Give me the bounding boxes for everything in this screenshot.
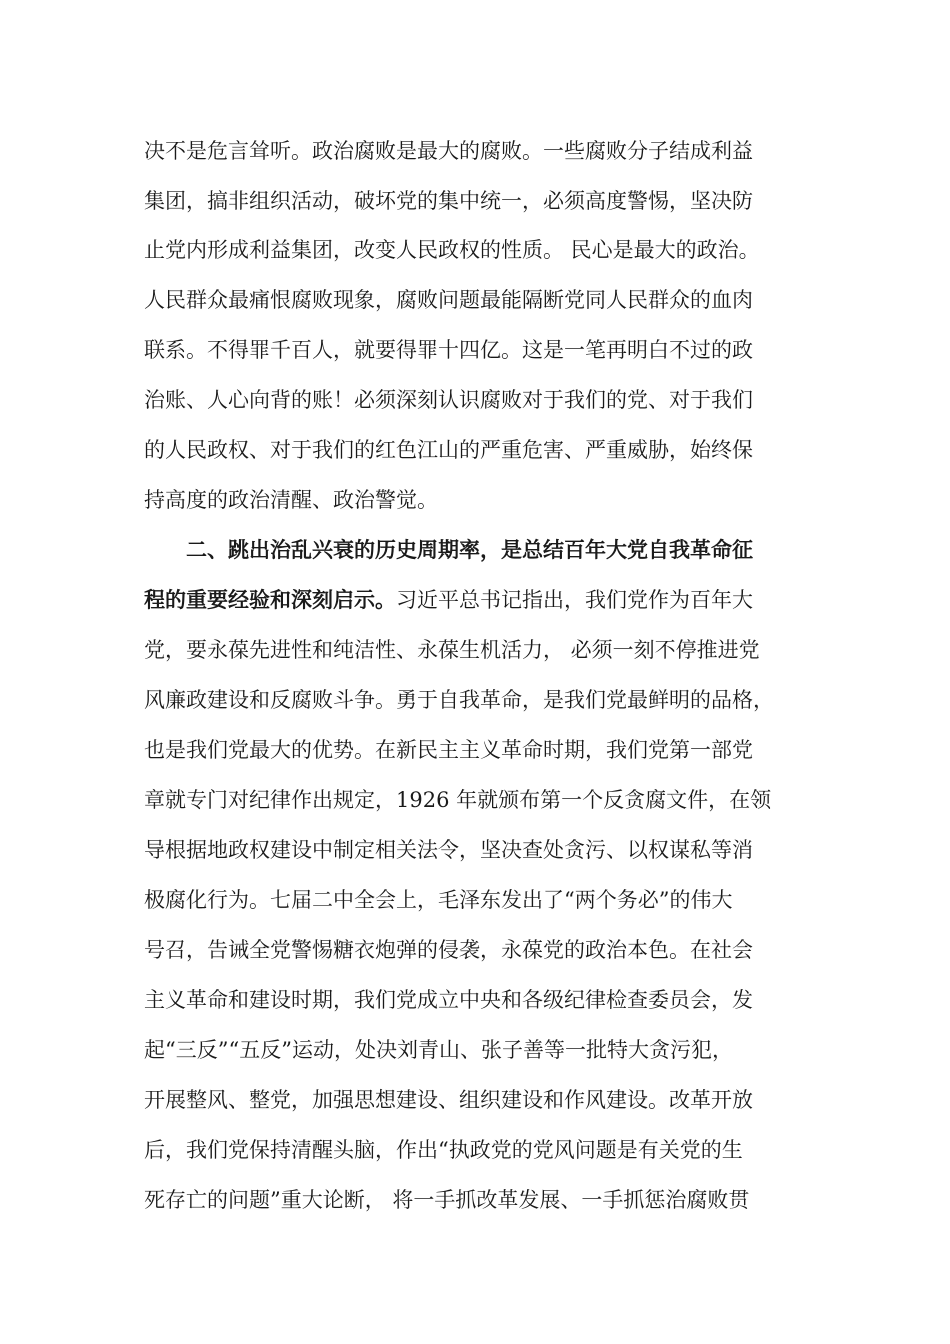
text-line: 决不是危言耸听。政治腐败是最大的腐败。一些腐败分子结成利益 [144,139,753,163]
text-line: 极腐化行为。七届二中全会上，毛泽东发出了“两个务必”的伟大 [144,888,733,912]
section-heading: 二、跳出治乱兴衰的历史周期率，是总结百年大党自我革命征 [186,537,753,562]
text-line: 集团，搞非组织活动，破坏党的集中统一，必须高度警惕，坚决防 [144,189,753,213]
text-line: 后，我们党保持清醒头脑，作出“执政党的党风问题是有关党的生 [144,1138,743,1162]
text-line: 导根据地政权建设中制定相关法令，坚决查处贪污、以权谋私等消 [144,838,753,862]
text-line: 持高度的政治清醒、政治警觉。 [144,488,438,512]
text-line: 号召，告诫全党警惕糖衣炮弹的侵袭，永葆党的政治本色。在社会 [144,938,753,962]
text-line: 止党内形成利益集团，改变人民政权的性质。 民心是最大的政治。 [144,238,760,262]
text-line: 风廉政建设和反腐败斗争。勇于自我革命，是我们党最鲜明的品格， [144,688,774,712]
text-line: 也是我们党最大的优势。在新民主主义革命时期，我们党第一部党 [144,738,753,762]
text-segment: 习近平总书记指出，我们党作为百年大 [396,588,753,612]
text-line: 人民群众最痛恨腐败现象，腐败问题最能隔断党同人民群众的血肉 [144,288,753,312]
text-line: 开展整风、整党，加强思想建设、组织建设和作风建设。改革开放 [144,1088,753,1112]
text-line: 联系。不得罪千百人，就要得罪十四亿。这是一笔再明白不过的政 [144,338,753,362]
section-heading-end: 程的重要经验和深刻启示。 [144,587,396,612]
text-line: 主义革命和建设时期，我们党成立中央和各级纪律检查委员会，发 [144,988,753,1012]
text-line [144,580,753,620]
text-line: 治账、人心向背的账！必须深刻认识腐败对于我们的党、对于我们 [144,388,753,412]
text-line: 死存亡的问题”重大论断， 将一手抓改革发展、一手抓惩治腐败贯 [144,1188,750,1212]
text-line: 党，要永葆先进性和纯洁性、永葆生机活力， 必须一刻不停推进党 [144,638,760,662]
text-line: 起“三反”“五反”运动，处决刘青山、张子善等一批特大贪污犯， [144,1038,733,1062]
text-line: 的人民政权、对于我们的红色江山的严重危害、严重威胁，始终保 [144,438,753,462]
text-line: 章就专门对纪律作出规定，1926 年就颁布第一个反贪腐文件，在领 [144,788,772,812]
